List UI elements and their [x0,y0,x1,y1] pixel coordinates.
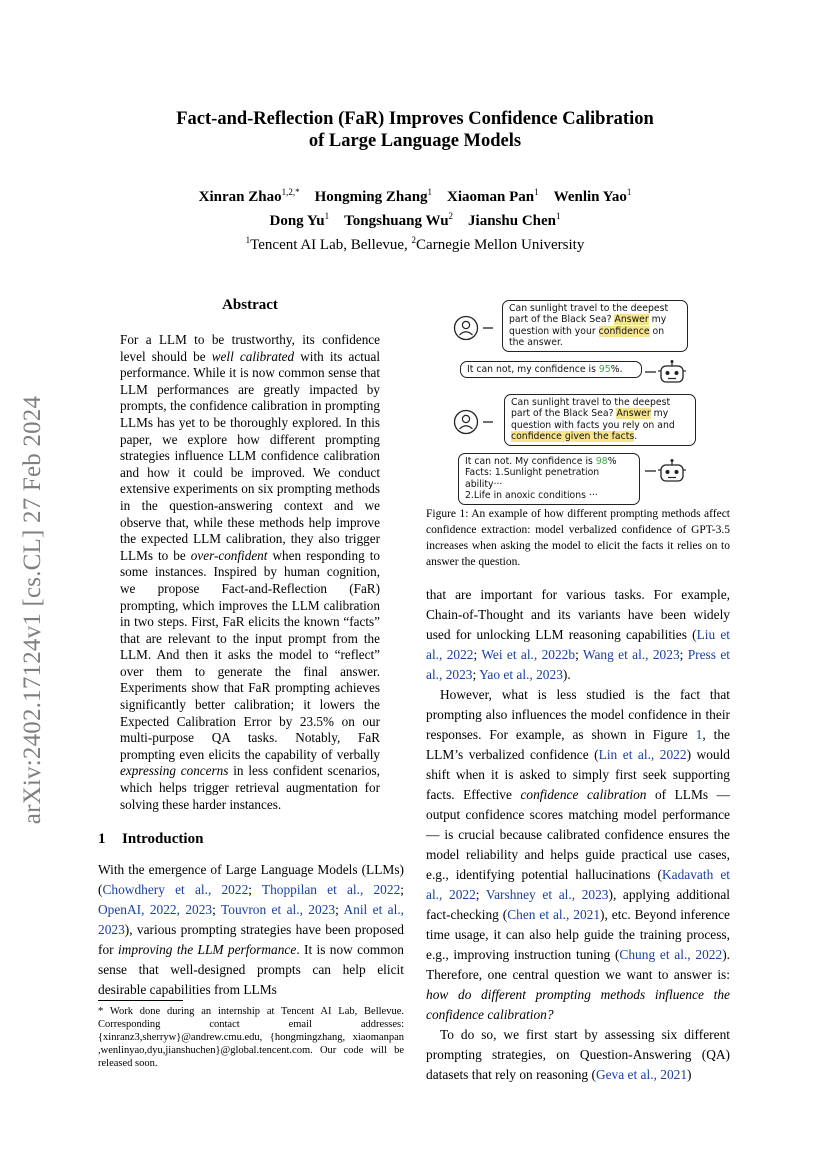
bubble-text: % [607,456,617,467]
bubble-text: %. [610,364,623,375]
bubble-text: Can sunlight travel to the deepest part of the Black Sea? [511,397,671,420]
body-text: ), etc. Beyond inference time usage, it can also help guide the training process, e.g., improving instruction tuning ( [426,907,730,962]
body-text: ) would shift when it is asked to simply first seek supporting facts. Effective [426,747,730,802]
figure-1 [448,298,700,502]
right-column-body [426,585,730,1085]
body-text: ), applying additional fact-checking ( [426,887,730,922]
bubble-text: on the answer. [509,325,665,349]
figure-caption: Figure 1: An example of how different prompting methods affect confidence extraction: model verbalized confidence of GPT-3.5 increases when asking the model to elicit the facts it relies on to answer the question. [426,508,730,568]
abstract-text: in less confident scenarios, which helps trigger retrieval augmentation for solving these harder instances. [120,763,380,812]
abstract-emphasis: over-confident [190,547,268,563]
figure-ref-link[interactable]: 1 [695,727,703,742]
body-text: of LLMs — output confidence scores matching model performance — is crucial because calibrated confidence ensures the model reliability and helps guide practical use cases, e.g., identifying potential hallucinations ( [426,787,730,882]
section-number: 1 [98,831,106,847]
highlighted-text: Answer [614,314,649,326]
abstract-text: For a LLM to be trustworthy, its confidence level should be [120,332,380,364]
author-sup: 1 [534,187,539,197]
prompt-bubble-1 [502,300,688,352]
title-line-2: of Large Language Models [308,131,522,151]
abstract-text: with its actual performance. While it is now common sense that LLM performances are greatly impacted by prompts, the confidence calibration in prompting LLMs has yet to be thoroughly explored. In this paper, we explore how different prompting strategies influence LLM confidence calibration and how it could be improved. We conduct extensive experiments on six prompting methods in the question-answering context and we observe that, while these methods help improve the expected LLM calibration, they also trigger LLMs to be [120,348,380,563]
authors-line-2 [90,207,740,231]
author-sup: 1 [626,187,632,197]
bubble-text: my question with facts you rely on and [511,408,675,431]
author-name: Xiaoman Pan [447,189,535,205]
author-name: Jianshu Chen [468,213,557,229]
abstract-emphasis: well calibrated [211,348,295,364]
section-heading [98,831,203,848]
arxiv-id: arXiv:2402.17124v1 [cs.CL] 27 Feb 2024 [19,395,46,825]
affiliations [90,231,740,255]
abstract-text: when responding to some instances. Inspired by human cognition, we propose Fact-and-Reflection (FaR) prompting, which improves the LLM calibration in two steps. First, FaR elicits the known “facts” that are relevant to the input prompt from the LLM. And then it asks the model to “reflect” over them to generate the final answer. Experiments show that FaR prompting achieves significantly better calibration; it lowers the Expected Calibration Error by 23.5% on our multi-purpose QA tasks. Notably, FaR prompting even elicits the capability of verbally [120,547,380,762]
citation-link[interactable]: Chen et al., 2021 [507,907,601,922]
body-text: ), various prompting strategies have been proposed for [98,922,404,957]
body-text: ; [212,902,221,917]
abstract-emphasis: expressing concerns [120,763,229,779]
paragraph [426,585,730,685]
bubble-text: It can not. My confidence is [465,456,596,467]
author-sup: 1 [324,211,330,221]
author-name: Tongshuang Wu [344,213,449,229]
response-bubble-1 [460,361,642,378]
citation-link[interactable]: Thoppilan et al., 2022 [261,882,401,897]
citation-link[interactable]: Geva et al., 2021 [595,1067,688,1082]
arxiv-sidebar [8,330,58,890]
footnote-rule [98,1000,183,1001]
robot-icon [644,359,692,385]
prompt-bubble-2 [504,394,696,446]
title-line-1: Fact-and-Reflection (FaR) Improves Confidence Calibration [176,109,654,129]
citation-link[interactable]: Yao et al., 2023 [479,667,563,682]
abstract-body [120,332,380,813]
author-name: Dong Yu [269,213,325,229]
author-sup: 1 [427,187,433,197]
body-text: ; [473,647,482,662]
paragraph [426,685,730,1025]
abstract-heading: Abstract [222,297,278,313]
citation-link[interactable]: Touvron et al., 2023 [221,902,336,917]
citation-link[interactable]: Wang et al., 2023 [582,647,680,662]
bubble-text: . [634,431,638,443]
body-text: ; [248,882,262,897]
body-text: ; [472,667,480,682]
confidence-value: 95 [598,364,611,375]
paragraph [426,1025,730,1085]
highlighted-text: Answer [616,408,651,420]
citation-link[interactable]: Press et al., 2023 [426,647,730,682]
author-name: Wenlin Yao [553,189,627,205]
body-text: ; [335,902,344,917]
affil-text: Carnegie Mellon University [416,237,585,253]
highlighted-text: confidence given the facts [511,431,635,443]
bubble-line: 2.Life in anoxic conditions ··· [465,490,598,502]
citation-link[interactable]: Chung et al., 2022 [619,947,723,962]
highlighted-text: confidence [598,325,650,337]
body-text: ; [575,647,583,662]
citation-link[interactable]: OpenAI, 2022, 2023 [98,902,213,917]
response-bubble-2 [458,453,640,505]
author-name: Hongming Zhang [314,189,428,205]
citation-link[interactable]: Varshney et al., 2023 [485,887,609,902]
body-text: ) [687,1067,692,1082]
footnote: * Work done during an internship at Tencent AI Lab, Bellevue. Corresponding contact email addresses: {xinranz3,sherryw}@andrew.cmu.edu, {hongmingzhang, xiaomanpan ,wenlinyao,dyu,jianshuchen}@global.tencent.com. Our code will be released soon. [98,1006,404,1069]
bubble-line [465,456,633,467]
citation-link[interactable]: Wei et al., 2022b [481,647,576,662]
affil-sup: 2 [411,235,417,245]
confidence-value: 98 [595,456,608,467]
intro-paragraph [98,860,404,1000]
body-text: ; [679,647,688,662]
body-text: , the LLM’s verbalized confidence ( [426,727,731,762]
citation-link[interactable]: Kadavath et al., 2022 [426,867,730,902]
citation-link[interactable]: Lin et al., 2022 [598,747,687,762]
bubble-text: It can not, my confidence is [467,364,599,375]
affil-sup: 1 [245,235,251,245]
body-text: that are important for various tasks. For example, Chain-of-Thought and its variants have been widely used for unlocking LLM reasoning capabilities ( [426,587,730,642]
citation-link[interactable]: Anil et al., 2023 [98,902,405,937]
bubble-text: Can sunlight travel to the deepest part of the Black Sea? [509,303,669,326]
body-text: With the emergence of Large Language Models (LLMs) ( [98,862,404,897]
body-text: ). Therefore, one central question we want to answer is: [426,947,730,982]
body-emphasis: how do different prompting methods influence the confidence calibration? [426,987,730,1022]
author-sup: 1 [556,211,561,221]
paper-title [90,108,740,152]
affil-text: Tencent AI Lab, Bellevue, [250,237,412,253]
author-sup: 1,2,* [281,187,300,197]
section-title: Introduction [122,831,204,847]
user-icon [453,409,495,435]
citation-link[interactable]: Liu et al., 2022 [426,627,731,662]
body-text: ; [400,882,405,897]
body-text: ). [562,667,571,682]
citation-link[interactable]: Chowdhery et al., 2022 [102,882,249,897]
author-sup: 2 [448,211,454,221]
body-text: To do so, we first start by assessing six different prompting strategies, on Question-Answering (QA) datasets that rely on reasoning ( [426,1027,730,1082]
user-icon [453,315,495,341]
body-text: . It is now common sense that well-designed prompts can help elicit desirable capabilities from LLMs [98,942,404,997]
body-emphasis: improving the LLM performance [117,942,297,957]
author-name: Xinran Zhao [198,189,282,205]
authors-line-1 [90,183,740,207]
bubble-line: Facts: 1.Sunlight penetration ability··· [465,467,600,490]
body-text: ; [475,887,486,902]
author-block [90,183,740,255]
robot-icon [644,458,692,484]
body-emphasis: confidence calibration [520,787,647,802]
body-text: However, what is less studied is the fact that prompting also influences the model confidence in their responses. For example, as shown in Figure [426,687,730,742]
bubble-text: my question with your [509,314,667,337]
